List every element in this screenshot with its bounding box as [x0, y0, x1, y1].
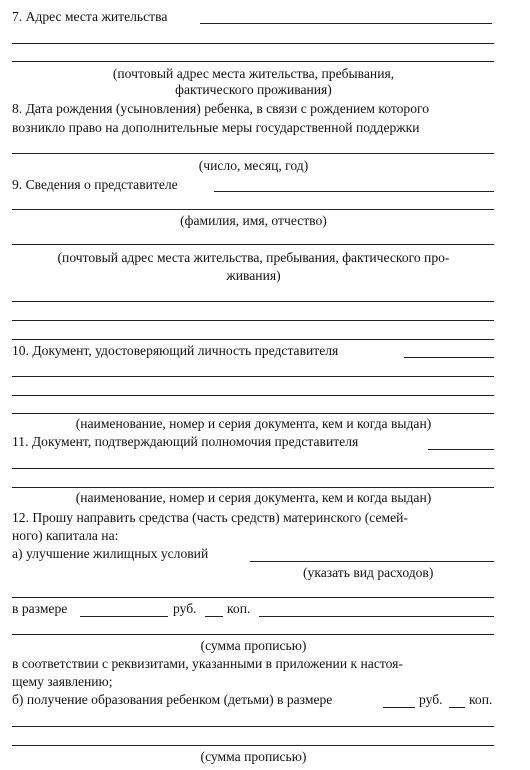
field-10-line-4[interactable] — [12, 413, 494, 414]
option-a-kop-input[interactable] — [205, 616, 223, 617]
field-9-hint-address-line-2: живания) — [226, 268, 281, 283]
field-9-hint-address-line-1: (почтовый адрес места жительства, пребывания, фактического про- — [57, 250, 450, 265]
field-9-address-line-3[interactable] — [12, 320, 494, 321]
field-12-label-line-2: ного) капитала на: — [12, 528, 119, 543]
field-9-address-input[interactable] — [12, 244, 494, 245]
option-b-hint-sum: (сумма прописью) — [200, 749, 307, 764]
field-8-date-input[interactable] — [12, 153, 494, 154]
field-7-address-input[interactable] — [200, 23, 492, 24]
field-7-hint-line-1: (почтовый адрес места жительства, пребывания, — [112, 66, 395, 81]
field-10-document-input[interactable] — [404, 357, 494, 358]
field-11-line-2[interactable] — [12, 468, 494, 469]
option-a-expense-input[interactable] — [250, 561, 494, 562]
field-8-hint: (число, месяц, год) — [198, 158, 309, 173]
field-9-representative-input[interactable] — [214, 191, 494, 192]
option-a-hint-sum: (сумма прописью) — [200, 638, 307, 653]
field-9-address-line-2[interactable] — [12, 301, 494, 302]
option-a-hint-expense: (указать вид расходов) — [303, 565, 434, 580]
field-11-hint: (наименование, номер и серия документа, кем и когда выдан) — [75, 490, 432, 505]
field-10-hint: (наименование, номер и серия документа, кем и когда выдан) — [75, 416, 432, 431]
field-9-label: 9. Сведения о представителе — [12, 177, 178, 192]
option-a-kop-label: коп. — [227, 601, 251, 616]
field-7-hint-line-2: фактического проживания) — [175, 82, 332, 97]
field-11-line-3[interactable] — [12, 487, 494, 488]
field-12-label-line-1: 12. Прошу направить средства (часть средств) материнского (семей- — [12, 510, 408, 525]
option-b-sum-words-line-2[interactable] — [12, 745, 494, 746]
option-b-rub-input[interactable] — [383, 707, 415, 708]
option-a-rub-input[interactable] — [80, 616, 168, 617]
option-b-rub-label: руб. — [419, 692, 443, 707]
option-a-sum-words-input[interactable] — [259, 616, 494, 617]
option-a-rub-label: руб. — [173, 601, 197, 616]
field-8-label-line-1: 8. Дата рождения (усыновления) ребенка, в связи с рождением которого — [12, 101, 430, 116]
option-b-label: б) получение образования ребенком (детьми) в размере — [12, 692, 333, 707]
field-7-address-line-3[interactable] — [12, 61, 494, 62]
field-11-document-input[interactable] — [428, 449, 494, 450]
field-8-label-line-2: возникло право на дополнительные меры государственной поддержки — [12, 120, 420, 135]
option-a-line-2[interactable] — [12, 597, 494, 598]
field-11-label: 11. Документ, подтверждающий полномочия представителя — [12, 434, 359, 449]
option-b-kop-label: коп. — [469, 692, 493, 707]
field-10-line-3[interactable] — [12, 395, 494, 396]
field-7-label: 7. Адрес места жительства — [12, 9, 168, 24]
field-9-hint-name: (фамилия, имя, отчество) — [180, 213, 327, 228]
field-7-address-line-2[interactable] — [12, 43, 494, 44]
option-a-label: а) улучшение жилищных условий — [12, 546, 209, 561]
field-9-address-line-4[interactable] — [12, 339, 494, 340]
field-10-label: 10. Документ, удостоверяющий личность представителя — [12, 343, 339, 358]
field-10-line-2[interactable] — [12, 376, 494, 377]
option-a-requisites-line-2: щему заявлению; — [12, 674, 113, 689]
option-a-amount-prefix: в размере — [12, 601, 68, 616]
option-b-sum-words-input[interactable] — [12, 726, 494, 727]
option-b-kop-input[interactable] — [449, 707, 465, 708]
field-9-line-2[interactable] — [12, 209, 494, 210]
option-a-requisites-line-1: в соответствии с реквизитами, указанными в приложении к настоя- — [12, 656, 403, 671]
option-a-sum-words-line-2[interactable] — [12, 634, 494, 635]
